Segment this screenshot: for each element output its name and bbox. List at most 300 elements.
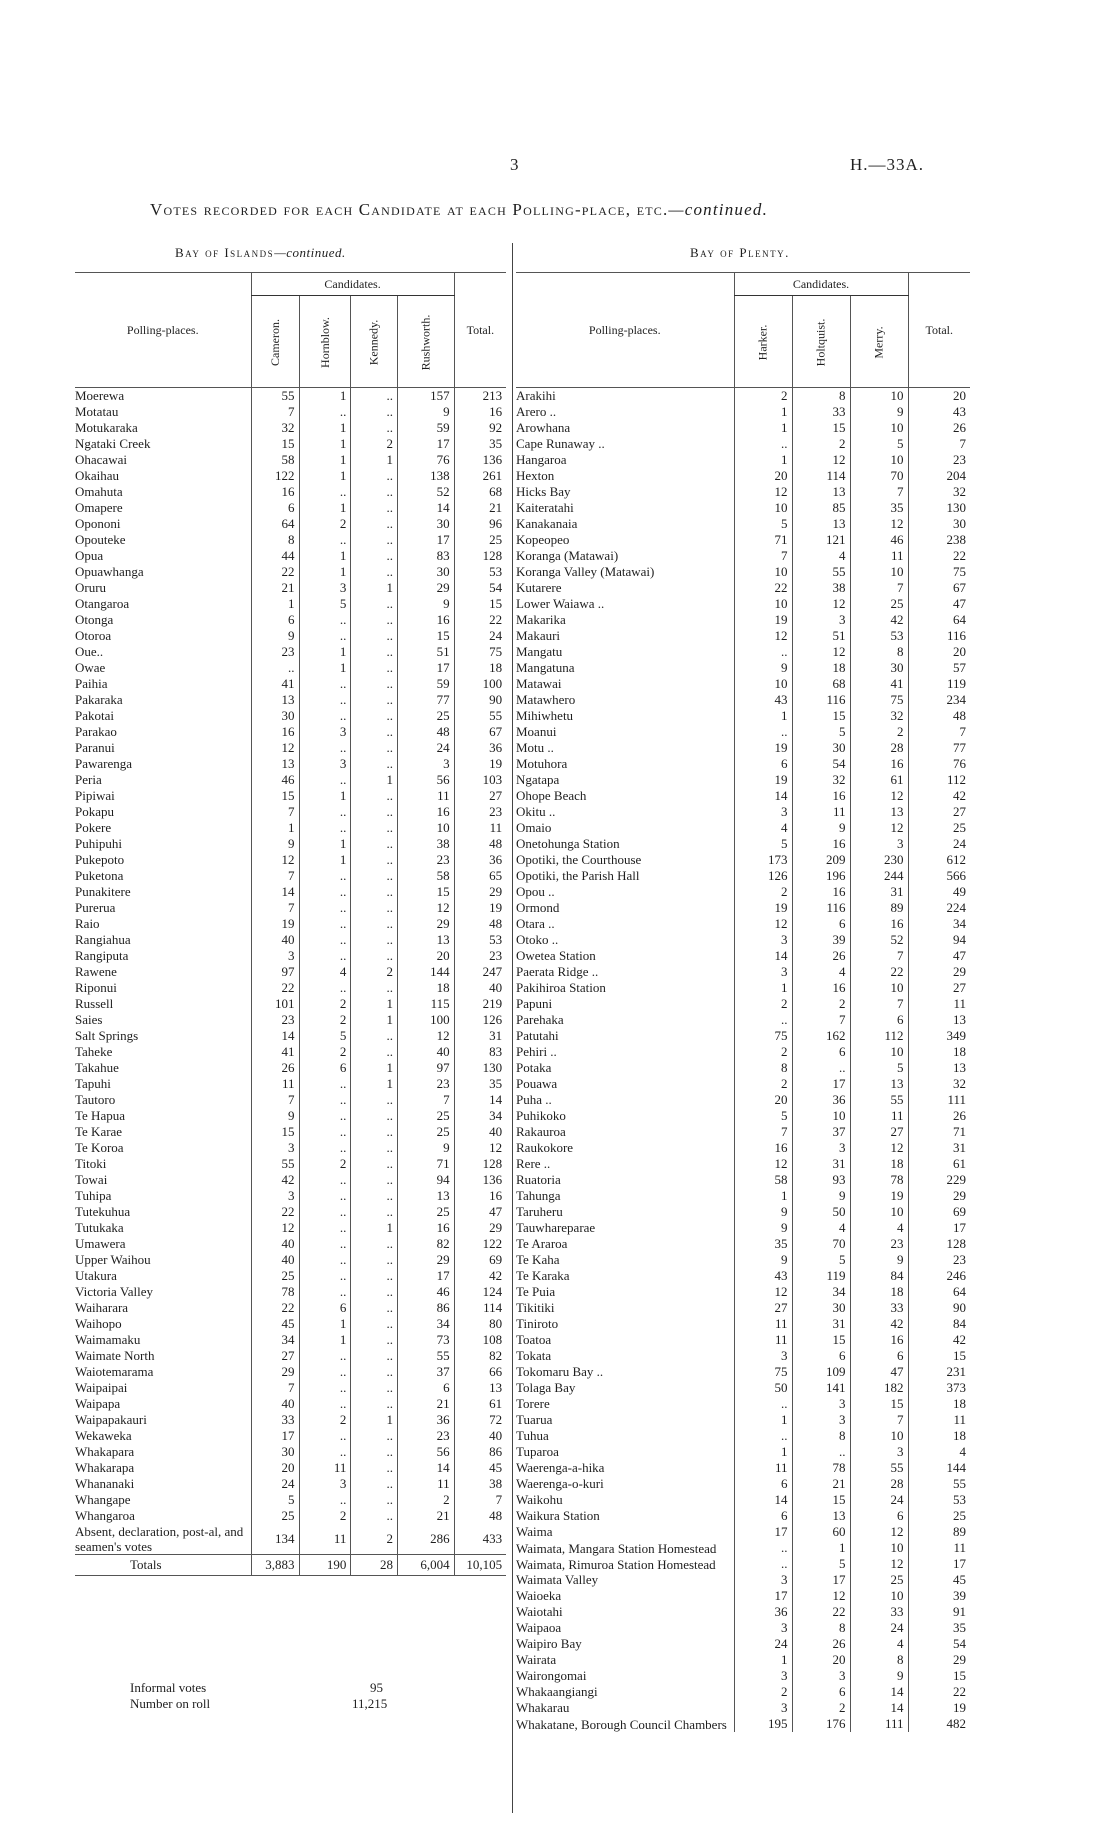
page-number: 3	[510, 155, 519, 174]
candidate-votes: 9	[850, 1252, 908, 1268]
right-polling-row	[516, 1220, 970, 1236]
left-polling-row	[75, 1492, 506, 1508]
right-polling-row	[516, 1284, 970, 1300]
left-polling-row	[75, 1412, 506, 1428]
candidate-votes: 75	[850, 692, 908, 708]
left-polling-row	[75, 1076, 506, 1092]
candidate-votes: 89	[850, 900, 908, 916]
candidate-votes: ..	[299, 484, 351, 500]
candidate-votes: 10	[850, 1588, 908, 1604]
candidate-votes: 14	[397, 1460, 454, 1476]
candidate-votes: ..	[299, 1284, 351, 1300]
candidate-votes: 3	[850, 1444, 908, 1460]
candidate-votes: 54	[792, 756, 850, 772]
row-total: 43	[908, 404, 970, 420]
polling-place-name: Pehiri ..	[516, 1044, 557, 1059]
candidate-votes: 157	[397, 388, 454, 405]
candidate-votes: 5	[734, 516, 792, 532]
candidate-votes: ..	[351, 484, 398, 500]
candidate-votes: 36	[397, 1412, 454, 1428]
candidate-votes: 23	[251, 644, 299, 660]
left-candidate-name: Hornblow.	[317, 316, 332, 368]
row-total: 19	[454, 900, 506, 916]
candidate-votes: 6	[792, 1044, 850, 1060]
candidate-votes: 7	[251, 1092, 299, 1108]
candidate-votes: 25	[397, 708, 454, 724]
candidate-votes: 5	[251, 1492, 299, 1508]
left-polling-row	[75, 404, 506, 420]
right-polling-row	[516, 1252, 970, 1268]
polling-place-name: Patutahi	[516, 1028, 559, 1043]
candidate-votes: 86	[397, 1300, 454, 1316]
candidate-votes: 21	[251, 580, 299, 596]
candidate-votes: ..	[351, 788, 398, 804]
candidate-votes: 100	[397, 1012, 454, 1028]
candidate-votes: 78	[792, 1460, 850, 1476]
polling-place-name: Rangiahua	[75, 932, 131, 947]
candidate-votes: 10	[734, 564, 792, 580]
candidate-votes: 22	[251, 1204, 299, 1220]
candidate-votes: 144	[397, 964, 454, 980]
left-polling-row	[75, 468, 506, 484]
row-total: 75	[908, 564, 970, 580]
candidate-votes: 9	[734, 1204, 792, 1220]
candidate-votes: 3	[734, 932, 792, 948]
candidate-votes: ..	[299, 1396, 351, 1412]
candidate-votes: 6	[251, 612, 299, 628]
candidate-votes: 23	[397, 1076, 454, 1092]
candidate-votes: ..	[351, 1172, 398, 1188]
row-total: 111	[908, 1092, 970, 1108]
polling-place-name: Waipapakauri	[75, 1412, 147, 1427]
polling-place-name: Arero ..	[516, 404, 557, 419]
candidate-votes: 93	[792, 1172, 850, 1188]
right-candidate-name: Merry.	[871, 325, 886, 359]
polling-place-name: Tikitiki	[516, 1300, 555, 1315]
right-polling-row	[516, 852, 970, 868]
candidate-votes: 40	[251, 1252, 299, 1268]
candidate-votes: ..	[351, 660, 398, 676]
row-total: 13	[454, 1380, 506, 1396]
candidate-votes: 2	[299, 1412, 351, 1428]
candidate-votes: 10	[850, 1204, 908, 1220]
left-polling-row	[75, 1316, 506, 1332]
polling-place-name: Pukepoto	[75, 852, 125, 867]
candidate-votes: 6	[792, 916, 850, 932]
candidate-votes: 12	[734, 916, 792, 932]
candidate-votes: ..	[299, 948, 351, 964]
candidate-votes: 10	[850, 420, 908, 436]
candidate-votes: 17	[397, 660, 454, 676]
candidate-votes: ..	[351, 564, 398, 580]
left-polling-row	[75, 788, 506, 804]
candidate-votes: 5	[792, 1252, 850, 1268]
candidate-votes: 195	[734, 1716, 792, 1732]
polling-place-name: Pakihiroa Station	[516, 980, 606, 995]
candidate-votes: 18	[792, 660, 850, 676]
row-total: 29	[908, 1652, 970, 1668]
candidate-votes: 19	[734, 612, 792, 628]
candidate-votes: 101	[251, 996, 299, 1012]
candidate-votes: 7	[792, 1012, 850, 1028]
polling-place-name: Oue..	[75, 644, 104, 659]
candidate-votes: 1	[251, 596, 299, 612]
candidate-votes: ..	[351, 676, 398, 692]
right-polling-row	[516, 612, 970, 628]
right-polling-row	[516, 756, 970, 772]
candidate-votes: 10	[850, 1044, 908, 1060]
candidate-votes: ..	[351, 1092, 398, 1108]
candidate-votes: 1	[351, 1412, 398, 1428]
candidate-votes: 126	[734, 868, 792, 884]
candidate-votes: 2	[299, 1508, 351, 1524]
polling-place-name: Parehaka	[516, 1012, 564, 1027]
right-polling-row	[516, 1684, 970, 1700]
candidate-votes: 28	[850, 1476, 908, 1492]
row-total: 566	[908, 868, 970, 884]
left-candidate-name: Rushworth.	[418, 314, 433, 370]
candidate-votes: 5	[850, 436, 908, 452]
left-polling-row	[75, 852, 506, 868]
candidate-votes: 13	[397, 932, 454, 948]
candidate-votes: 9	[734, 660, 792, 676]
candidate-votes: 11	[397, 1476, 454, 1492]
candidate-votes: 1	[734, 980, 792, 996]
candidate-votes: 1	[299, 1332, 351, 1348]
candidate-votes: 45	[251, 1316, 299, 1332]
polling-place-name: Motuhora	[516, 756, 568, 771]
row-total: 112	[908, 772, 970, 788]
right-polling-row	[516, 804, 970, 820]
candidate-votes: ..	[299, 1364, 351, 1380]
candidate-votes: 1	[351, 580, 398, 596]
candidate-votes: ..	[734, 436, 792, 452]
candidate-votes: ..	[299, 1444, 351, 1460]
candidate-votes: 35	[734, 1236, 792, 1252]
candidate-votes: 5	[850, 1060, 908, 1076]
candidate-votes: 19	[251, 916, 299, 932]
right-polling-row	[516, 980, 970, 996]
left-polling-row	[75, 996, 506, 1012]
candidate-votes: 33	[850, 1604, 908, 1620]
candidate-votes: 7	[251, 804, 299, 820]
row-total: 82	[454, 1348, 506, 1364]
row-total: 19	[454, 756, 506, 772]
candidate-votes: 51	[397, 644, 454, 660]
left-polling-row	[75, 676, 506, 692]
right-polling-row	[516, 1124, 970, 1140]
candidate-votes: ..	[299, 980, 351, 996]
row-total: 42	[454, 1268, 506, 1284]
polling-place-name: Waimata Valley	[516, 1572, 599, 1587]
candidate-votes: 71	[734, 532, 792, 548]
candidate-votes: 119	[792, 1268, 850, 1284]
candidate-votes: 16	[397, 1220, 454, 1236]
right-polling-header: Polling-places.	[516, 273, 734, 388]
row-total: 7	[908, 724, 970, 740]
candidate-votes: 7	[850, 484, 908, 500]
row-total: 128	[908, 1236, 970, 1252]
candidate-votes: ..	[299, 1428, 351, 1444]
candidate-votes: 29	[251, 1364, 299, 1380]
row-total: 32	[908, 1076, 970, 1092]
row-total: 23	[454, 948, 506, 964]
left-polling-row	[75, 1156, 506, 1172]
row-total: 23	[454, 804, 506, 820]
polling-place-name: Salt Springs	[75, 1028, 139, 1043]
candidate-votes: 2	[792, 1700, 850, 1716]
candidate-votes: 1	[299, 548, 351, 564]
candidate-votes: 2	[734, 996, 792, 1012]
row-total: 40	[454, 980, 506, 996]
candidate-votes: 19	[734, 900, 792, 916]
candidate-votes: 16	[850, 916, 908, 932]
candidate-votes: 3	[397, 756, 454, 772]
candidate-votes: 3	[299, 1476, 351, 1492]
left-polling-row	[75, 1348, 506, 1364]
left-polling-row	[75, 1012, 506, 1028]
candidate-votes: 14	[734, 1492, 792, 1508]
polling-place-name: Pipiwai	[75, 788, 115, 803]
candidate-votes: 59	[397, 676, 454, 692]
candidate-votes: 7	[251, 1380, 299, 1396]
polling-place-name: Motukaraka	[75, 420, 138, 435]
row-total: 21	[454, 500, 506, 516]
right-polling-row	[516, 484, 970, 500]
candidate-votes: ..	[351, 852, 398, 868]
row-total: 20	[908, 388, 970, 405]
left-polling-row	[75, 1044, 506, 1060]
right-polling-row	[516, 1380, 970, 1396]
candidate-votes: ..	[734, 1396, 792, 1412]
candidate-votes: ..	[299, 612, 351, 628]
left-polling-row	[75, 1268, 506, 1284]
row-total: 47	[454, 1204, 506, 1220]
candidate-votes: 114	[792, 468, 850, 484]
row-total: 65	[454, 868, 506, 884]
candidate-votes: 2	[299, 1156, 351, 1172]
right-polling-row	[516, 532, 970, 548]
polling-place-name: Hexton	[516, 468, 555, 483]
candidate-votes: 17	[734, 1588, 792, 1604]
candidate-votes: 5	[734, 836, 792, 852]
candidate-votes: 4	[850, 1220, 908, 1236]
row-total: 35	[908, 1620, 970, 1636]
candidate-votes: 53	[850, 628, 908, 644]
candidate-votes: 78	[850, 1172, 908, 1188]
candidate-votes: 26	[792, 1636, 850, 1652]
polling-place-name: Pakaraka	[75, 692, 123, 707]
right-polling-row	[516, 1108, 970, 1124]
total-value: 6,004	[397, 1555, 454, 1576]
candidate-votes: ..	[299, 820, 351, 836]
candidate-votes: ..	[351, 420, 398, 436]
polling-place-name: Opotiki, the Parish Hall	[516, 868, 640, 883]
polling-place-name: Te Kaha	[516, 1252, 560, 1267]
polling-place-name: Pokapu	[75, 804, 114, 819]
candidate-votes: 28	[850, 740, 908, 756]
candidate-votes: 182	[850, 1380, 908, 1396]
candidate-votes: 20	[792, 1652, 850, 1668]
polling-place-name: Tolaga Bay	[516, 1380, 576, 1395]
polling-place-name: Rangiputa	[75, 948, 129, 963]
candidate-votes: ..	[351, 1268, 398, 1284]
row-total: 61	[454, 1396, 506, 1412]
candidate-votes: 30	[397, 564, 454, 580]
candidate-votes: 15	[251, 788, 299, 804]
candidate-votes: 50	[734, 1380, 792, 1396]
candidate-votes: 13	[850, 1076, 908, 1092]
candidate-votes: 15	[850, 1396, 908, 1412]
candidate-votes: 1	[299, 420, 351, 436]
candidate-votes: 59	[397, 420, 454, 436]
candidate-votes: 121	[792, 532, 850, 548]
candidate-votes: 173	[734, 852, 792, 868]
candidate-votes: 3	[734, 1668, 792, 1684]
polling-place-name: Upper Waihou	[75, 1252, 151, 1267]
candidate-votes: 30	[792, 740, 850, 756]
candidate-votes: 14	[734, 788, 792, 804]
candidate-votes: 116	[792, 900, 850, 916]
left-polling-row	[75, 884, 506, 900]
polling-place-name: Waimata, Rimuroa Station Homestead	[516, 1556, 716, 1572]
candidate-votes: 3	[734, 804, 792, 820]
left-polling-row	[75, 532, 506, 548]
polling-place-name: Waerenga-a-hika	[516, 1460, 605, 1475]
left-polling-row	[75, 836, 506, 852]
candidate-votes: 286	[397, 1524, 454, 1555]
right-polling-row	[516, 1444, 970, 1460]
right-polling-row	[516, 1364, 970, 1380]
row-total: 40	[454, 1428, 506, 1444]
polling-place-name: Paerata Ridge ..	[516, 964, 599, 979]
candidate-votes: ..	[351, 468, 398, 484]
polling-place-name: Tutekuhua	[75, 1204, 131, 1219]
candidate-votes: 30	[850, 660, 908, 676]
informal-votes-block	[130, 1680, 388, 1712]
polling-place-name: Makauri	[516, 628, 561, 643]
row-total: 54	[454, 580, 506, 596]
candidate-votes: 42	[850, 612, 908, 628]
row-total: 45	[908, 1572, 970, 1588]
candidate-votes: 13	[397, 1188, 454, 1204]
right-polling-row	[516, 1668, 970, 1684]
candidate-votes: ..	[251, 660, 299, 676]
candidate-votes: 10	[850, 452, 908, 468]
polling-place-name: Rakauroa	[516, 1124, 566, 1139]
candidate-votes: 23	[397, 1428, 454, 1444]
candidate-votes: ..	[734, 724, 792, 740]
candidate-votes: ..	[351, 1380, 398, 1396]
candidate-votes: 14	[251, 1028, 299, 1044]
row-total: 349	[908, 1028, 970, 1044]
row-total: 90	[454, 692, 506, 708]
right-polling-row	[516, 660, 970, 676]
candidate-votes: 13	[251, 756, 299, 772]
row-total: 53	[908, 1492, 970, 1508]
candidate-votes: 10	[734, 596, 792, 612]
candidate-votes: 5	[734, 1108, 792, 1124]
row-total: 128	[454, 548, 506, 564]
row-total: 15	[908, 1668, 970, 1684]
right-polling-row	[516, 468, 970, 484]
polling-place-name: Whakarau	[516, 1700, 570, 1715]
right-polling-row	[516, 884, 970, 900]
right-polling-row	[516, 1172, 970, 1188]
candidate-votes: 27	[734, 1300, 792, 1316]
candidate-votes: 16	[792, 980, 850, 996]
candidate-votes: 1	[351, 452, 398, 468]
polling-place-name: Whakapara	[75, 1444, 135, 1459]
left-polling-row	[75, 1060, 506, 1076]
informal-votes-label: Informal votes	[130, 1680, 207, 1695]
right-polling-row	[516, 596, 970, 612]
candidate-votes: 43	[734, 692, 792, 708]
candidate-votes: 46	[850, 532, 908, 548]
candidate-votes: 22	[792, 1604, 850, 1620]
candidate-votes: 7	[850, 1412, 908, 1428]
polling-place-name: Utakura	[75, 1268, 117, 1283]
row-total: 36	[454, 852, 506, 868]
polling-place-name: Lower Waiawa ..	[516, 596, 605, 611]
row-total: 42	[908, 1332, 970, 1348]
candidate-votes: 40	[251, 932, 299, 948]
candidate-votes: 10	[850, 564, 908, 580]
candidate-votes: 1	[299, 436, 351, 452]
candidate-votes: ..	[351, 884, 398, 900]
polling-place-name: Mihiwhetu	[516, 708, 574, 723]
candidate-votes: 40	[251, 1236, 299, 1252]
right-candidate-name: Holtquist.	[813, 318, 828, 366]
row-total: 68	[454, 484, 506, 500]
candidate-votes: ..	[351, 1108, 398, 1124]
polling-place-name: Matawhero	[516, 692, 576, 707]
left-polling-row	[75, 1364, 506, 1380]
candidate-votes: ..	[351, 1124, 398, 1140]
candidate-votes: 4	[850, 1636, 908, 1652]
polling-place-name: Waipiro Bay	[516, 1636, 582, 1651]
candidate-votes: 12	[792, 452, 850, 468]
candidate-votes: 84	[850, 1268, 908, 1284]
candidate-votes: 1	[351, 996, 398, 1012]
candidate-votes: 1	[734, 708, 792, 724]
total-value: 190	[299, 1555, 351, 1576]
candidate-votes: 1	[351, 1076, 398, 1092]
row-total: 4	[908, 1444, 970, 1460]
row-total: 92	[454, 420, 506, 436]
polling-place-name: Whangape	[75, 1492, 131, 1507]
candidate-votes: ..	[299, 868, 351, 884]
candidate-votes: ..	[351, 1188, 398, 1204]
polling-place-name: Ngataki Creek	[75, 436, 151, 451]
left-polling-row	[75, 1204, 506, 1220]
candidate-votes: 42	[850, 1316, 908, 1332]
candidate-votes: ..	[351, 500, 398, 516]
candidate-votes: ..	[351, 1284, 398, 1300]
row-total: 54	[908, 1636, 970, 1652]
candidate-votes: 1	[734, 1412, 792, 1428]
candidate-votes: ..	[299, 708, 351, 724]
candidate-votes: 112	[850, 1028, 908, 1044]
candidate-votes: 75	[734, 1364, 792, 1380]
left-polling-row	[75, 868, 506, 884]
candidate-votes: ..	[351, 1204, 398, 1220]
row-total: 38	[454, 1476, 506, 1492]
left-polling-header: Polling-places.	[75, 273, 251, 388]
candidate-votes: 13	[792, 516, 850, 532]
left-polling-row	[75, 1332, 506, 1348]
candidate-votes: 12	[734, 1284, 792, 1300]
